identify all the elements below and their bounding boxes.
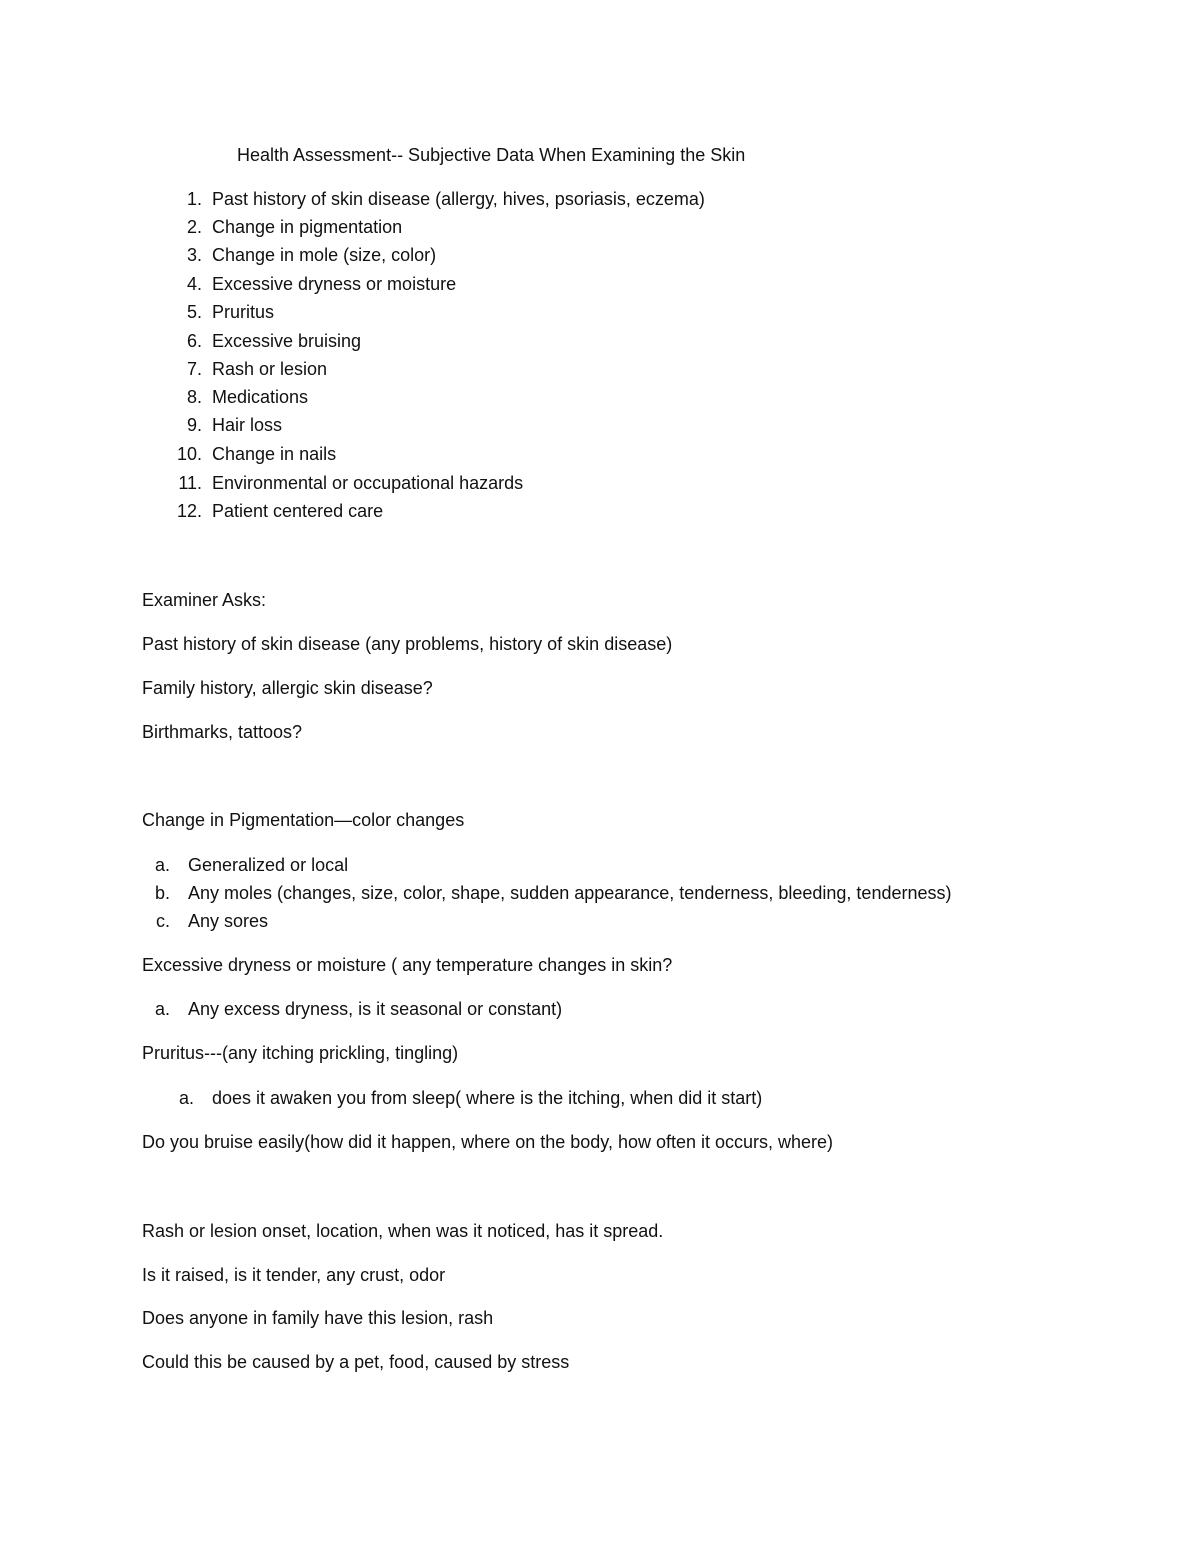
list-item — [186, 302, 275, 323]
list-text: Pruritus — [212, 302, 275, 322]
list-text: Patient centered care — [212, 501, 384, 521]
list-text: Past history of skin disease (allergy, hives, psoriasis, eczema) — [212, 189, 705, 209]
list-number: 11. — [178, 473, 202, 493]
list-item — [154, 999, 563, 1020]
list-text: Environmental or occupational hazards — [212, 473, 524, 493]
list-number: 2. — [186, 217, 202, 237]
list-item — [186, 359, 328, 380]
list-text: Hair loss — [212, 415, 283, 435]
list-item — [154, 855, 349, 876]
list-item — [186, 189, 705, 210]
list-number: 10. — [176, 444, 202, 464]
examiner-heading: Examiner Asks: — [142, 590, 267, 610]
list-text: Rash or lesion — [212, 359, 328, 379]
document-title: Health Assessment-- Subjective Data When Examining the Skin — [237, 145, 746, 165]
list-number: 8. — [186, 387, 202, 407]
rash-line: Is it raised, is it tender, any crust, odor — [142, 1265, 446, 1285]
list-text: Change in mole (size, color) — [212, 245, 437, 265]
list-item — [186, 274, 457, 295]
list-item — [186, 387, 309, 408]
list-letter: c. — [155, 911, 170, 931]
list-item — [186, 217, 403, 238]
list-letter: a. — [178, 1088, 194, 1108]
list-item — [155, 911, 269, 932]
list-text: Medications — [212, 387, 309, 407]
list-letter: b. — [154, 883, 170, 903]
examiner-line: Birthmarks, tattoos? — [142, 722, 303, 742]
list-number: 7. — [186, 359, 202, 379]
list-text: Generalized or local — [188, 855, 349, 875]
list-item — [176, 444, 337, 465]
list-item — [178, 1088, 763, 1109]
pigmentation-heading: Change in Pigmentation—color changes — [142, 810, 465, 830]
rash-line: Does anyone in family have this lesion, rash — [142, 1308, 494, 1328]
list-text: Any sores — [188, 911, 269, 931]
list-number: 12. — [176, 501, 202, 521]
list-letter: a. — [154, 999, 170, 1019]
list-number: 4. — [186, 274, 202, 294]
list-text: Change in pigmentation — [212, 217, 403, 237]
list-item — [186, 331, 362, 352]
list-item — [176, 501, 384, 522]
list-number: 9. — [186, 415, 202, 435]
list-text: Any excess dryness, is it seasonal or constant) — [188, 999, 563, 1019]
examiner-line: Family history, allergic skin disease? — [142, 678, 433, 698]
rash-line: Could this be caused by a pet, food, caused by stress — [142, 1352, 570, 1372]
list-number: 3. — [186, 245, 202, 265]
bruise-line: Do you bruise easily(how did it happen, where on the body, how often it occurs, where) — [142, 1132, 834, 1152]
list-number: 5. — [186, 302, 202, 322]
rash-line: Rash or lesion onset, location, when was it noticed, has it spread. — [142, 1221, 664, 1241]
list-number: 6. — [186, 331, 202, 351]
list-text: Change in nails — [212, 444, 337, 464]
examiner-line: Past history of skin disease (any problems, history of skin disease) — [142, 634, 673, 654]
list-letter: a. — [154, 855, 170, 875]
list-item — [178, 473, 524, 494]
list-item — [154, 883, 952, 904]
list-text: Excessive bruising — [212, 331, 362, 351]
pruritus-heading: Pruritus---(any itching prickling, tingling) — [142, 1043, 459, 1063]
list-text: Excessive dryness or moisture — [212, 274, 457, 294]
list-item — [186, 415, 283, 436]
list-text: Any moles (changes, size, color, shape, sudden appearance, tenderness, bleeding, tenderness) — [188, 883, 952, 903]
list-item — [186, 245, 437, 266]
list-text: does it awaken you from sleep( where is the itching, when did it start) — [212, 1088, 763, 1108]
list-number: 1. — [186, 189, 202, 209]
dryness-heading: Excessive dryness or moisture ( any temperature changes in skin? — [142, 955, 673, 975]
